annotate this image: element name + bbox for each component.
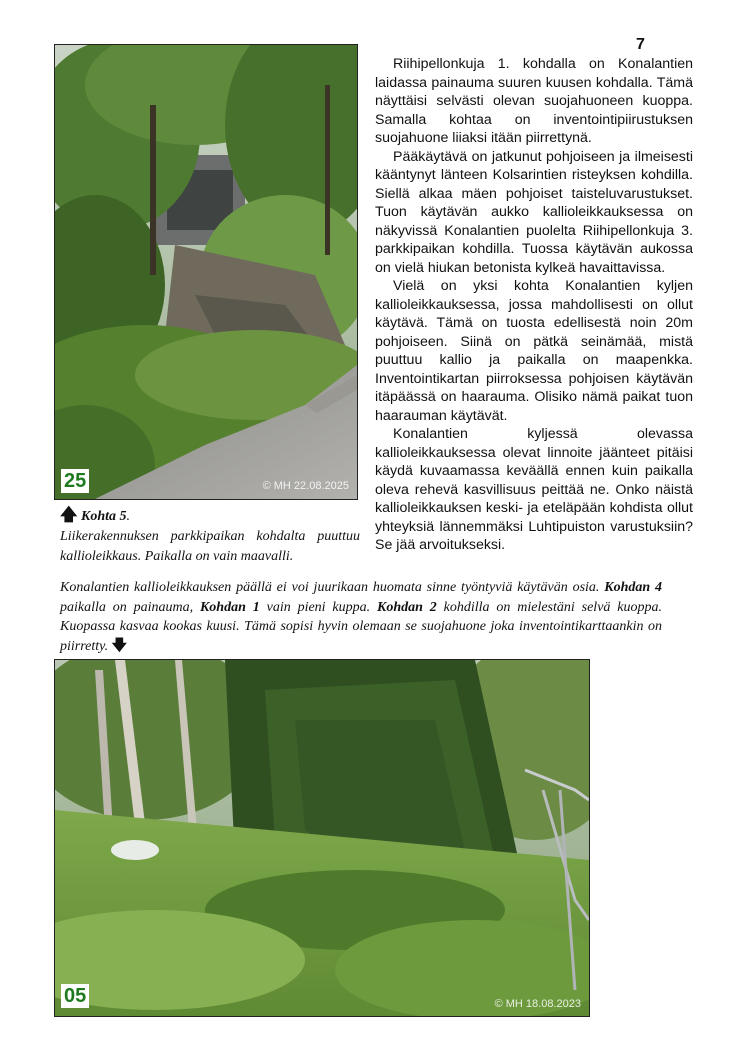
page-number: 7: [636, 36, 645, 53]
caption-title-suffix: .: [126, 509, 130, 524]
arrow-up-icon: 🡅: [60, 505, 78, 524]
photo-credit: © MH 22.08.2025: [262, 480, 349, 492]
photo-number-badge: 05: [61, 984, 89, 1008]
photo-roadside-rock-cut: [54, 44, 358, 500]
photo-caption: [60, 505, 360, 567]
text-run-bold: Kohdan 4: [604, 580, 662, 595]
text-run-bold: Kohdan 2: [377, 599, 437, 615]
body-text-middle: [60, 578, 662, 656]
text-run: kohdilla on mielestäni selvä kuoppa. Kuopassa kasvaa kookas kuusi. Tämä sopisi hyvin olemaan se suojahuone joka inventointikarttaankin on piirretty.: [60, 599, 662, 654]
caption-text: Liikerakennuksen parkkipaikan kohdalta puuttuu kallioleikkaus. Paikalla on vain maavalli.: [60, 529, 360, 564]
paragraph: Pääkäytävä on jatkunut pohjoiseen ja ilmeisesti kääntynyt länteen Kolsarintien risteyksen kohdilla. Siellä alkaa mäen pohjoiset taisteluvarustukset. Tuon käytävän aukko kallioleikkauksessa on näkyvissä Konalantien puolelta Riihipellonkuja 3. parkkipaikan kohdilla. Tuossa käytävän aukossa on vielä hiukan betonista kylkeä havaittavissa.: [375, 148, 693, 276]
arrow-down-icon: 🡇: [111, 637, 128, 654]
text-run: vain pieni kuppa.: [259, 599, 377, 615]
text-run: paikalla on painauma,: [60, 599, 200, 615]
photo-spruce-hollow: [54, 659, 590, 1017]
body-text-right-column: [375, 55, 693, 555]
photo-credit: © MH 18.08.2023: [494, 998, 581, 1010]
paragraph: Vielä on yksi kohta Konalantien kyljen kallioleikkauksessa, jossa mahdollisesti on ollut käytävä. Tämä on tuosta edellisestä noin 20m pohjoiseen. Siinä on pätkä seinämää, mistä puuttuu kallio ja paikalla on maapenkka. Inventointikartan piirroksessa pohjoisen käytävän itäpäässä on haarauma. Olisiko nämä paikat tuon haarauman käytävät.: [375, 278, 693, 424]
text-run: Konalantien kallioleikkauksen päällä ei voi juurikaan huomata sinne työntyviä käytävän osia.: [60, 580, 605, 595]
photo-illustration: [55, 45, 357, 499]
text-run-bold: Kohdan 1: [199, 599, 260, 615]
photo-illustration: [55, 660, 589, 1016]
paragraph: Konalantien kyljessä olevassa kallioleikkauksessa olevat linnoite jäänteet pitäisi käydä kuvaamassa keväällä ennen kuin paikalla oleva rehevä kasvillisuus peittää ne. Onko näistä kallioleikkauksen keski- ja eteläpään kohdista ollut yhteyksiä lännemmäksi Luhtipuiston varustuksiin? Se jää arvoitukseksi.: [375, 426, 693, 553]
paragraph: Riihipellonkuja 1. kohdalla on Konalantien laidassa painauma suuren kuusen kohdalla. Tämä näyttäisi selvästi olevan suojahuoneen kuoppa. Samalla kohtaa on inventointipiirustuksen suojahuone liiaksi itään piirrettynä.: [375, 56, 693, 146]
caption-title: Kohta 5: [80, 509, 127, 524]
photo-number-badge: 25: [61, 469, 89, 493]
